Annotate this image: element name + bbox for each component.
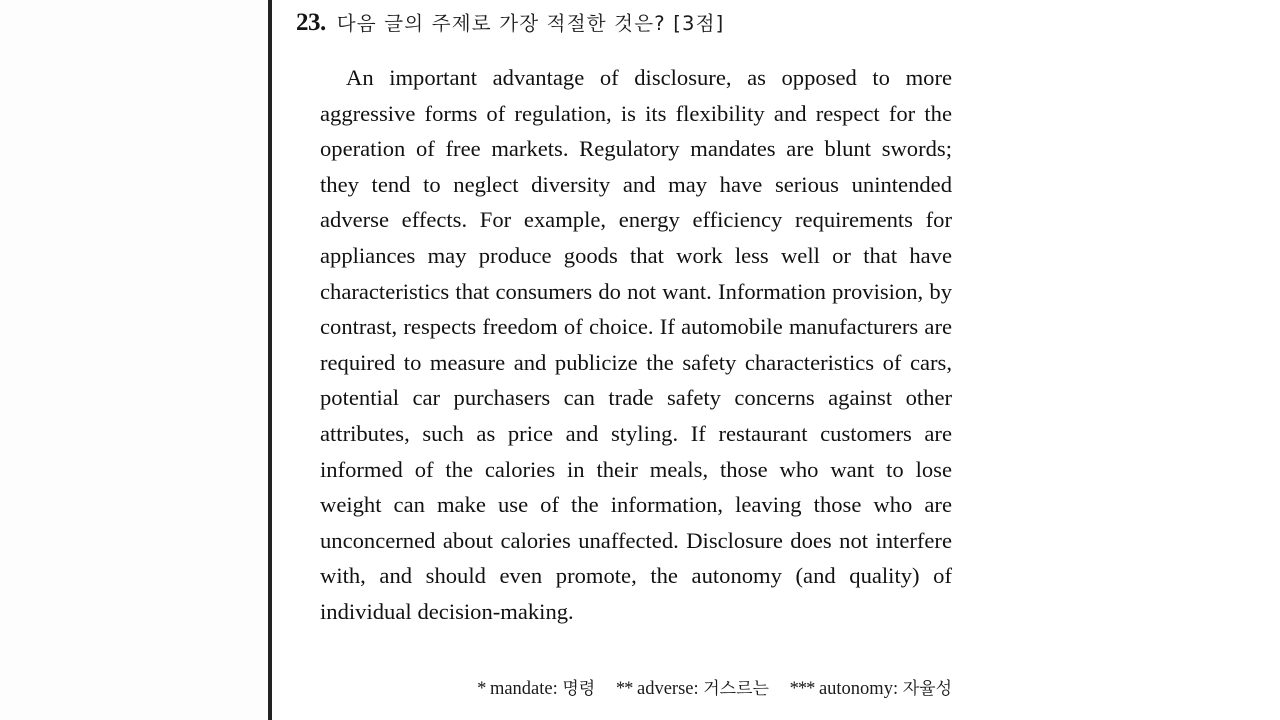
question-content-column bbox=[272, 0, 1280, 720]
footnote-term-1: mandate: bbox=[489, 679, 558, 699]
footnote-gloss-1: 명령 bbox=[562, 679, 596, 699]
footnote-item-autonomy bbox=[790, 679, 952, 699]
footnote-marker-1: * bbox=[477, 679, 486, 699]
footnote-term-2: adverse: bbox=[636, 679, 699, 699]
footnote-glossary bbox=[320, 676, 952, 702]
question-header bbox=[296, 8, 996, 37]
question-prompt: 다음 글의 주제로 가장 적절한 것은? [3점] bbox=[336, 12, 725, 35]
footnote-item-mandate bbox=[477, 679, 600, 699]
page-left-margin bbox=[0, 0, 268, 720]
passage-text: An important advantage of disclosure, as opposed to more aggressive forms of regulation, is its flexibility and respect for the operation of free markets. Regulatory mandates are blunt swords; they tend to neglect diversity and may have serious unintended adverse effects. For example, energy efficiency requirements for appliances may produce goods that work less well or that have characteristics that consumers do not want. Information provision, by contrast, respects freedom of choice. If automobile manufacturers are required to measure and publicize the safety characteristics of cars, potential car purchasers can trade safety concerns against other attributes, such as price and styling. If restaurant customers are informed of the calories in their meals, those who want to lose weight can make use of the information, leaving those who are unconcerned about calories unaffected. Disclosure does not interfere with, and should even promote, the autonomy (and quality) of individual decision-making. bbox=[320, 65, 952, 624]
footnote-gloss-2: 거스르는 bbox=[703, 679, 769, 699]
footnote-term-3: autonomy: bbox=[818, 679, 899, 699]
footnote-marker-3: *** bbox=[789, 679, 815, 699]
footnote-marker-2: ** bbox=[615, 679, 633, 699]
footnote-gloss-3: 자율성 bbox=[902, 679, 952, 699]
question-number: 23. bbox=[296, 9, 326, 36]
footnote-item-adverse bbox=[616, 679, 774, 699]
